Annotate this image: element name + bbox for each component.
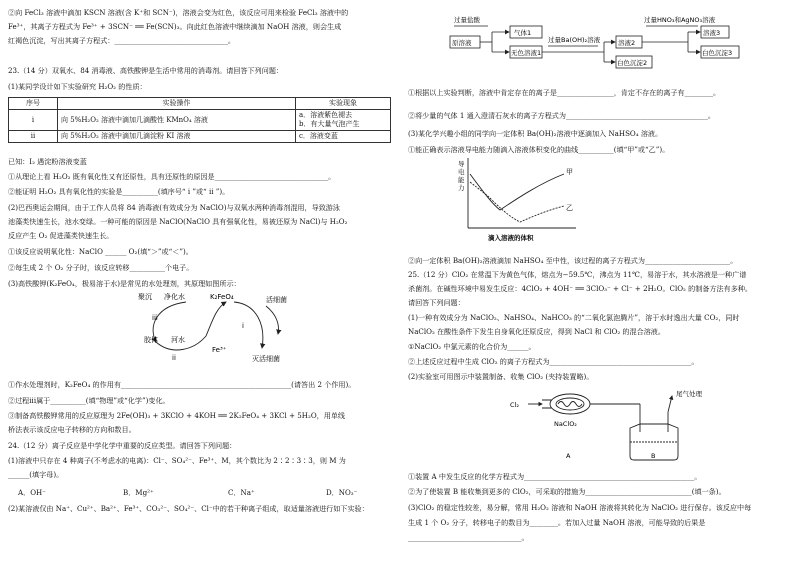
table-header: 序号 xyxy=(9,98,58,110)
q25-3-text: (3)ClO₂ 的稳定性较差，易分解，常用 H₂O₂ 溶液和 NaOH 溶液将其转化为 NaClO₂ 进行保存。该反应中每 xyxy=(408,503,752,512)
solution2-label: 溶液2 xyxy=(618,39,636,47)
q24-3-2: ②向一定体积 Ba(OH)₂溶液滴加 NaHSO₄ 至中性，该过程的离子方程式为________________________。 xyxy=(408,256,738,265)
label-live-bacteria: 活细菌 xyxy=(266,296,287,304)
q22-text-line: 红褐色沉淀，写出其离子方程式：________________________________。 xyxy=(8,36,235,45)
table-row xyxy=(9,110,391,131)
q23-3-3: ③制备高铁酸钾常用的反应原理为 2Fe(OH)₃ + 3KClO + 4KOH ══ 2K₂FeO₄ + 3KCl + 5H₂O，用单线 xyxy=(8,411,346,420)
q23-title: 23.（14 分）双氧水、84 消毒液、高铁酸钾是生活中常用的消毒剂。请回答下列问题： xyxy=(8,66,284,75)
label-i: i xyxy=(242,322,244,330)
q24-1-text: ______(填字母)。 xyxy=(8,470,64,479)
graph-xlabel: 滴入溶液的体积 xyxy=(488,234,534,242)
arrow-bacteria xyxy=(266,306,279,334)
q25-2-text: (2)实验室可用图示中装置制备、收集 ClO₂ (夹持装置略)。 xyxy=(408,372,594,381)
q23-2-2: ②每生成 2 个 O₂ 分子时，该反应转移__________个电子。 xyxy=(8,263,194,272)
q25-1-1: ①NaClO₂ 中氯元素的化合价为______。 xyxy=(408,342,536,351)
option-a: A．OH⁻ xyxy=(18,488,46,497)
experiment-flowchart xyxy=(448,2,768,72)
apparatus-a-label: A xyxy=(566,452,571,460)
table-cell: i xyxy=(9,110,58,131)
table-row xyxy=(9,131,391,143)
table-cell: c．溶液变蓝 xyxy=(296,131,391,143)
experiment-table xyxy=(8,97,391,143)
q23-1-2: ②能证明 H₂O₂ 具有氧化性的实验是__________(填序号“ i ”或“ ii ”)。 xyxy=(8,187,230,196)
q23-1-1: ①从理论上看 H₂O₂ 既有氧化性又有还原性，具有还原性的原因是________________________________。 xyxy=(8,172,336,181)
q25-2-2: ②为了使装置 B 能收集到更多的 ClO₂，可采取的措施为______________________________(填一条)。 xyxy=(408,487,726,496)
q25-text: 杀菌剂。在碱性环境中易发生反应：4ClO₂ + 4OH⁻ ══ 3ClO₃⁻ + Cl⁻ + 2H₂O。ClO₂ 的制备方法有多种。 xyxy=(408,284,752,293)
q24-1-text: (1)溶液中只存在 4 种离子(不考虑水的电离)：Cl⁻、SO₄²⁻、Fe³⁺、M，其个数比为 2∶2∶3∶3，则 M 为 xyxy=(8,456,346,465)
label-dead-bacteria: 灭活细菌 xyxy=(252,355,280,362)
naclo2-label: NaClO₂ xyxy=(554,420,577,428)
table-header: 实验现象 xyxy=(296,98,391,110)
k2feo4-cycle-diagram xyxy=(116,290,306,362)
table-cell: 向 5%H₂O₂ 溶液中滴加几滴酸性 KMnO₄ 溶液 xyxy=(58,110,296,131)
label-k2feo4: K₂FeO₄ xyxy=(210,293,234,301)
solution3-label: 溶液3 xyxy=(703,29,721,37)
q22-text-line: Fe³⁺，其离子方程式为 Fe³⁺ + 3SCN⁻ ══ Fe(SCN)₃。向此红色溶液中继续滴加 NaOH 溶液，则会生成 xyxy=(8,22,342,31)
q25-1-text: NaClO₂ 在酸性条件下发生自身氧化还原反应，得到 NaCl 和 ClO₂ 的混合溶液。 xyxy=(408,327,665,336)
q24-2-text: (2)某溶液仅由 Na⁺、Cu²⁺、Ba²⁺、Fe³⁺、CO₃²⁻、SO₄²⁻、Cl⁻中的若干种离子组成，取适量溶液进行如下实验： xyxy=(8,504,369,513)
q23-3-2: ②过程iii属于__________(填“物理”或“化学”)变化。 xyxy=(8,396,170,405)
label-colloid: 胶体 xyxy=(144,336,158,344)
q24-2-2: ②将少量的气体 1 通入澄清石灰水的离子方程式为________________________________________。 xyxy=(408,111,715,120)
conductivity-graph xyxy=(458,156,608,244)
graph-ylabel-char: 导 xyxy=(458,160,465,168)
clo2-apparatus xyxy=(508,384,708,464)
q23-3-text: (3)高铁酸钾(K₂FeO₄，极易溶于水)是常见的水处理剂，其原理如图所示： xyxy=(8,279,241,288)
arrow-i xyxy=(234,302,263,348)
gas1-label: 气体1 xyxy=(514,29,532,37)
option-b: B．Mg²⁺ xyxy=(123,488,154,497)
curve-yi xyxy=(470,182,564,222)
known-note: 已知：I₂ 遇淀粉溶液变蓝 xyxy=(8,157,87,166)
q24-3-1: ①能正确表示溶液导电能力随滴入溶液体积变化的曲线__________(填“甲”或“乙”)。 xyxy=(408,145,670,154)
option-d: D．NO₃⁻ xyxy=(326,488,358,497)
q23-3-1: ①作水处理剂时，K₂FeO₄ 的作用有________________________________________________(请答出 2 个作用)。 xyxy=(8,380,356,389)
q23-part1: (1)某同学设计如下实验研究 H₂O₂ 的性质： xyxy=(8,82,147,91)
reagent-hno3-agno3: 过量HNO₃和AgNO₃溶液 xyxy=(644,16,716,24)
precipitate2-label: 白色沉淀2 xyxy=(617,59,648,67)
precipitate3-label: 白色沉淀3 xyxy=(702,49,733,57)
q23-2-text: 池藻类快速生长，池水变绿。一种可能的原因是 NaClO(NaClO 具有强氧化性，易被还原为 NaCl)与 H₂O₂ xyxy=(8,217,348,226)
tail-gas-label: 尾气处理 xyxy=(676,390,702,398)
graph-ylabel-char: 力 xyxy=(458,184,465,192)
graph-ylabel-char: 能 xyxy=(458,176,465,184)
arrow-ii xyxy=(156,302,226,350)
label-jinghuashui: 净化水 xyxy=(164,293,185,301)
q25-2-1: ①装置 A 中发生反应的化学方程式为________________________________________________。 xyxy=(408,472,702,481)
q23-2-text: 反应产生 O₂ 促进藻类快速生长。 xyxy=(8,231,114,240)
table-header: 实验操作 xyxy=(58,98,296,110)
solution1-label: 无色溶液1 xyxy=(511,49,542,57)
original-solution-label: 原溶液 xyxy=(452,39,472,47)
label-river-water: 河水 xyxy=(171,336,185,344)
q23-2-1: ①该反应说明氧化性：NaClO ______ O₂(填“＞”或“＜”)。 xyxy=(8,247,193,256)
q25-1-2: ②上述反应过程中生成 ClO₂ 的离子方程式为________________________________________。 xyxy=(408,357,699,366)
curve-jia xyxy=(470,174,564,210)
q25-title: 25.（12 分）ClO₂ 在常温下为黄色气体，熔点为−59.5℃，沸点为 11℃，易溶于水，其水溶液是一种广谱 xyxy=(408,270,747,279)
phenomenon-b: b．有大量气泡产生 xyxy=(299,120,360,128)
cl2-label: Cl₂ xyxy=(510,401,519,409)
table-header-row xyxy=(9,98,391,110)
q25-text: 请回答下列问题： xyxy=(408,298,465,307)
option-c: C．Na⁺ xyxy=(228,488,255,497)
label-iii: iii xyxy=(152,314,158,322)
q24-2-1: ①根据以上实验判断，溶液中肯定存在的离子是________________，肯定不存在的离子有________。 xyxy=(408,88,721,97)
phenomenon-a: a．溶液紫色褪去 xyxy=(299,111,353,119)
q23-2-text: (2)巴西奥运会期间，由于工作人员将 84 消毒液(有效成分为 NaClO)与双氧水两种消毒剂混用，导致游泳 xyxy=(8,203,340,212)
reagent-hcl: 过量盐酸 xyxy=(454,16,480,24)
curve-jia-label: 甲 xyxy=(566,168,573,176)
q24-3-text: (3)某化学兴趣小组的同学向一定体积 Ba(OH)₂溶液中逐滴加入 NaHSO₄ 溶液。 xyxy=(408,129,663,138)
reagent-baoh2: 过量Ba(OH)₂溶液 xyxy=(548,36,601,44)
label-ii: ii xyxy=(172,354,176,362)
apparatus-b-label: B xyxy=(651,452,656,460)
table-cell: ii xyxy=(9,131,58,143)
label-fe3: Fe³⁺ xyxy=(212,346,227,354)
curve-yi-label: 乙 xyxy=(566,204,573,212)
q25-1-text: (1)一种有效成分为 NaClO₂、NaHSO₄、NaHCO₃ 的“二氧化氯泡腾片”，溶于水时逸出大量 CO₂，同时 xyxy=(408,313,740,322)
table-cell: 向 5%H₂O₂ 溶液中滴加几滴淀粉 KI 溶液 xyxy=(58,131,296,143)
q25-3-text: 生成 1 个 O₂ 分子，转移电子的数目为________。若加入过量 NaOH 溶液，可能导致的后果是 xyxy=(408,518,706,527)
label-jucheng: 聚沉 xyxy=(138,293,152,301)
q24-title: 24.（12 分）离子反应是中学化学中重要的反应类型。请回答下列问题： xyxy=(8,441,237,450)
table-cell xyxy=(296,110,391,131)
graph-ylabel-char: 电 xyxy=(458,168,465,176)
q23-3-3: 桥法表示该反应电子转移的方向和数目。 xyxy=(8,425,136,434)
q22-text-line: ②向 FeCl₃ 溶液中滴加 KSCN 溶液(含 K⁺和 SCN⁻)，溶液会变为红色，该反应可用来检验 FeCl₃ 溶液中的 xyxy=(8,8,349,17)
q25-3-text: ________________________________。 xyxy=(408,533,529,542)
